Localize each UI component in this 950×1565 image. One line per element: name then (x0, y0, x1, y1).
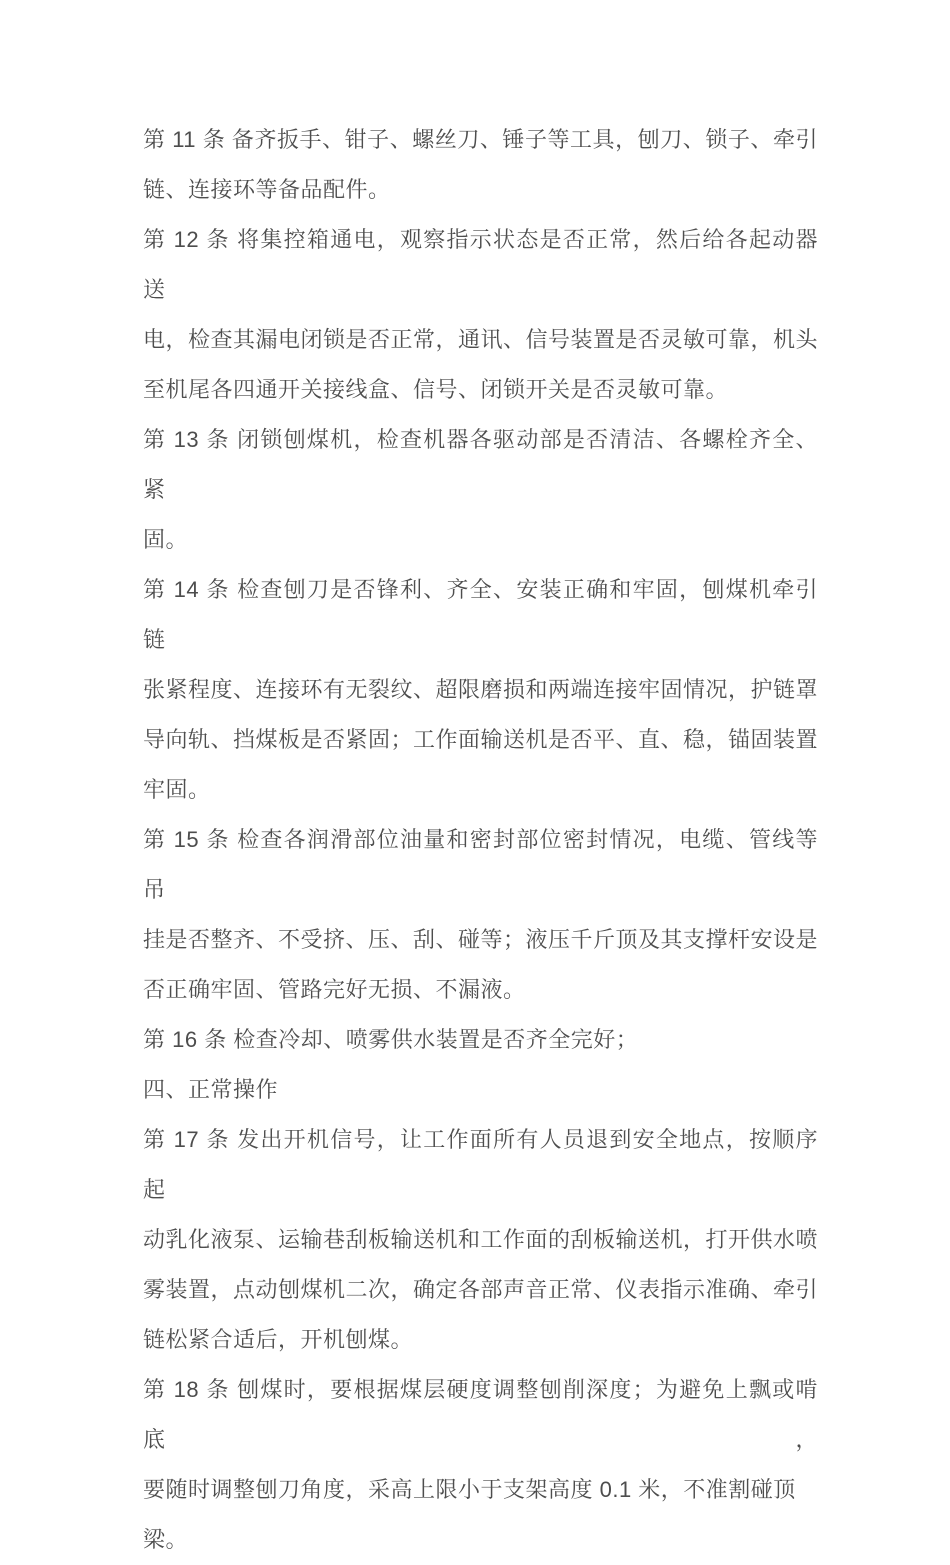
text-line: 第 17 条 发出开机信号，让工作面所有人员退到安全地点，按顺序起 (143, 1127, 818, 1202)
paragraph (143, 215, 818, 415)
paragraph (143, 815, 818, 1015)
text-line: 雾装置，点动刨煤机二次，确定各部声音正常、仪表指示准确、牵引 (143, 1277, 819, 1302)
text-line: 动乳化液泵、运输巷刮板输送机和工作面的刮板输送机，打开供水喷 (143, 1227, 819, 1252)
text-line: 导向轨、挡煤板是否紧固；工作面输送机是否平、直、稳，锚固装置 (143, 727, 819, 752)
text-line: 四、正常操作 (143, 1077, 279, 1102)
paragraph (143, 565, 818, 815)
text-line: 第 13 条 闭锁刨煤机，检查机器各驱动部是否清洁、各螺栓齐全、紧 (143, 427, 818, 502)
text-line: 链、连接环等备品配件。 (143, 177, 391, 202)
text-line: 第 18 条 刨煤时，要根据煤层硬度调整刨削深度；为避免上飘或啃底， (143, 1377, 818, 1452)
text-line: 第 15 条 检查各润滑部位油量和密封部位密封情况，电缆、管线等吊 (143, 827, 818, 902)
text-line: 要随时调整刨刀角度，采高上限小于支架高度 0.1 米，不准割碰顶梁。 (143, 1477, 796, 1552)
text-line: 第 11 条 备齐扳手、钳子、螺丝刀、锤子等工具，刨刀、锁子、牵引 (143, 127, 818, 152)
text-line: 否正确牢固、管路完好无损、不漏液。 (143, 977, 526, 1002)
text-line: 电，检查其漏电闭锁是否正常，通讯、信号装置是否灵敏可靠，机头 (143, 327, 819, 352)
paragraph (143, 415, 818, 565)
text-line: 第 16 条 检查冷却、喷雾供水装置是否齐全完好； (143, 1027, 639, 1052)
text-line: 挂是否整齐、不受挤、压、刮、碰等；液压千斤顶及其支撑杆安设是 (143, 927, 819, 952)
paragraph (143, 1065, 818, 1115)
paragraph (143, 1015, 818, 1065)
text-line: 固。 (143, 527, 189, 552)
text-line: 第 12 条 将集控箱通电，观察指示状态是否正常，然后给各起动器送 (143, 227, 818, 302)
text-line: 张紧程度、连接环有无裂纹、超限磨损和两端连接牢固情况，护链罩 (143, 677, 819, 702)
text-line: 至机尾各四通开关接线盒、信号、闭锁开关是否灵敏可靠。 (143, 377, 729, 402)
text-line: 链松紧合适后，开机刨煤。 (143, 1327, 414, 1352)
text-line: 第 14 条 检查刨刀是否锋利、齐全、安装正确和牢固，刨煤机牵引链 (143, 577, 818, 652)
paragraph (143, 1365, 818, 1565)
text-line: 牢固。 (143, 777, 211, 802)
document-body (143, 115, 818, 1565)
paragraph (143, 1115, 818, 1365)
paragraph (143, 115, 818, 215)
